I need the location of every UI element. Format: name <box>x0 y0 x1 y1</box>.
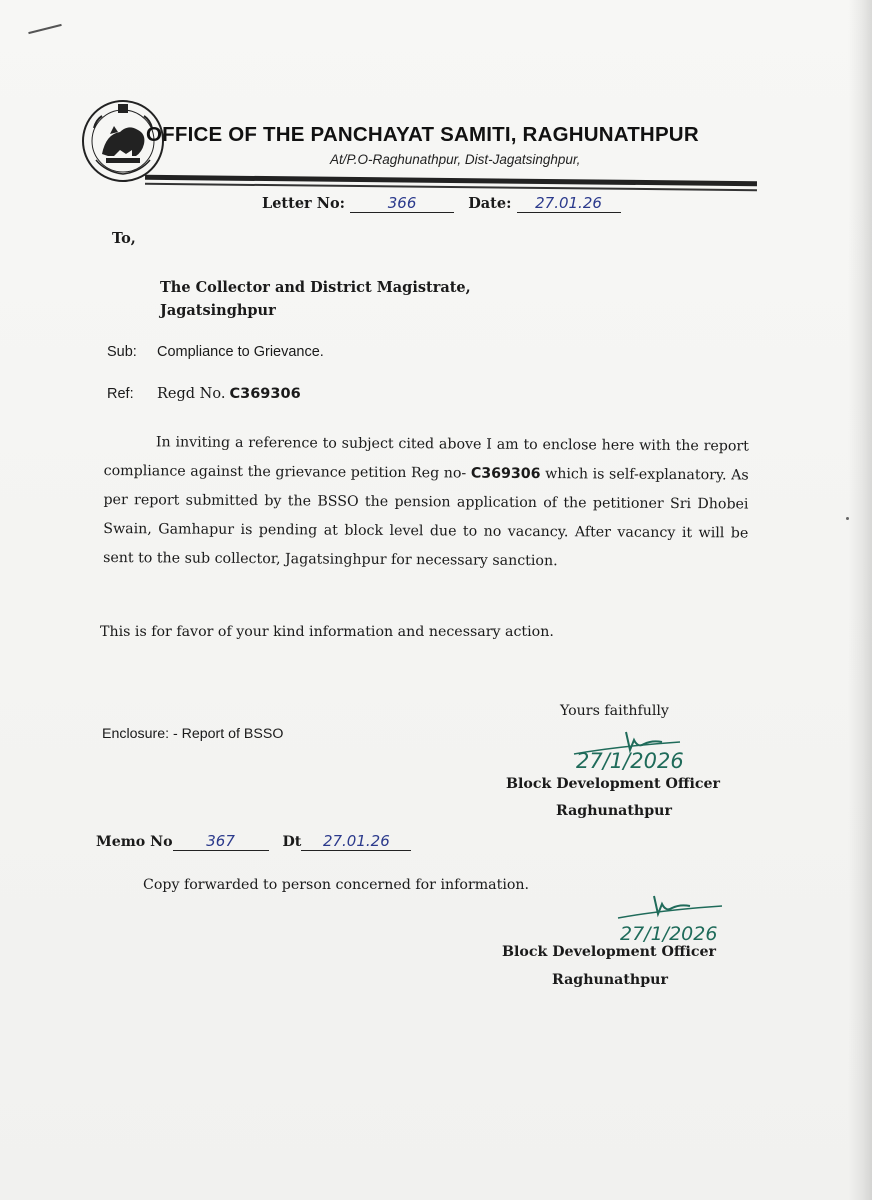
place-1: Raghunathpur <box>556 803 672 819</box>
letter-no-field <box>350 194 454 213</box>
yours-faithfully: Yours faithfully <box>560 703 669 719</box>
body-paragraph <box>103 428 749 577</box>
closing-line: This is for favor of your kind information and necessary action. <box>100 624 554 640</box>
date-field <box>517 194 621 213</box>
subject-line <box>107 344 324 360</box>
reference-prefix: Regd No. <box>157 386 226 402</box>
page-edge-shadow <box>848 0 872 1200</box>
memo-no-field <box>173 832 269 851</box>
reference-code: C369306 <box>229 386 301 402</box>
designation-2: Block Development Officer <box>502 944 717 960</box>
dt-label: Dt <box>282 834 302 850</box>
recipient-line-1: The Collector and District Magistrate, <box>160 279 471 296</box>
date-label: Date: <box>468 195 512 212</box>
signature-2 <box>612 888 782 948</box>
signature-2-date: 27/1/2026 <box>620 923 718 945</box>
designation-1: Block Development Officer <box>506 776 721 792</box>
place-2: Raghunathpur <box>552 972 668 988</box>
memo-line <box>96 832 411 851</box>
enclosure-line: Enclosure: - Report of BSSO <box>102 726 284 742</box>
copy-forwarded-line: Copy forwarded to person concerned for information. <box>143 877 530 893</box>
paper-speck <box>846 517 849 520</box>
subject-text: Compliance to Grievance. <box>157 344 324 360</box>
signature-1-date: 27/1/2026 <box>576 749 684 773</box>
letter-number-line <box>262 194 621 213</box>
subject-label: Sub: <box>107 344 137 360</box>
body-reg-code: C369306 <box>470 465 541 483</box>
body-part-2: which is self-explanatory. As per report submitted by the BSSO the pension application of the petitioner Sri Dhobei Swain, Gamhapur is pending at block level due to no vacancy. After vacancy it will be sent to the sub collector, Jagatsinghpur for necessary sanction. <box>103 466 749 570</box>
date-value: 27.01.26 <box>535 194 602 212</box>
to-label: To, <box>112 230 136 247</box>
corner-pen-mark <box>28 24 61 34</box>
letter-no-label: Letter No: <box>262 195 346 212</box>
dt-field <box>301 832 411 851</box>
office-title: OFFICE OF THE PANCHAYAT SAMITI, RAGHUNATHPUR <box>146 123 699 146</box>
dt-value: 27.01.26 <box>322 832 390 850</box>
memo-no-value: 367 <box>206 832 235 850</box>
reference-line <box>107 386 301 402</box>
memo-label: Memo No <box>96 834 173 850</box>
letter-no-value: 366 <box>387 194 417 212</box>
reference-label: Ref: <box>107 386 134 402</box>
recipient-line-2: Jagatsinghpur <box>160 302 276 319</box>
office-address: At/P.O-Raghunathpur, Dist-Jagatsinghpur, <box>330 152 581 167</box>
body-part-1: In inviting a reference to subject cited above I am to enclose here with the report compliance against the grievance petition Reg no- <box>103 434 749 482</box>
